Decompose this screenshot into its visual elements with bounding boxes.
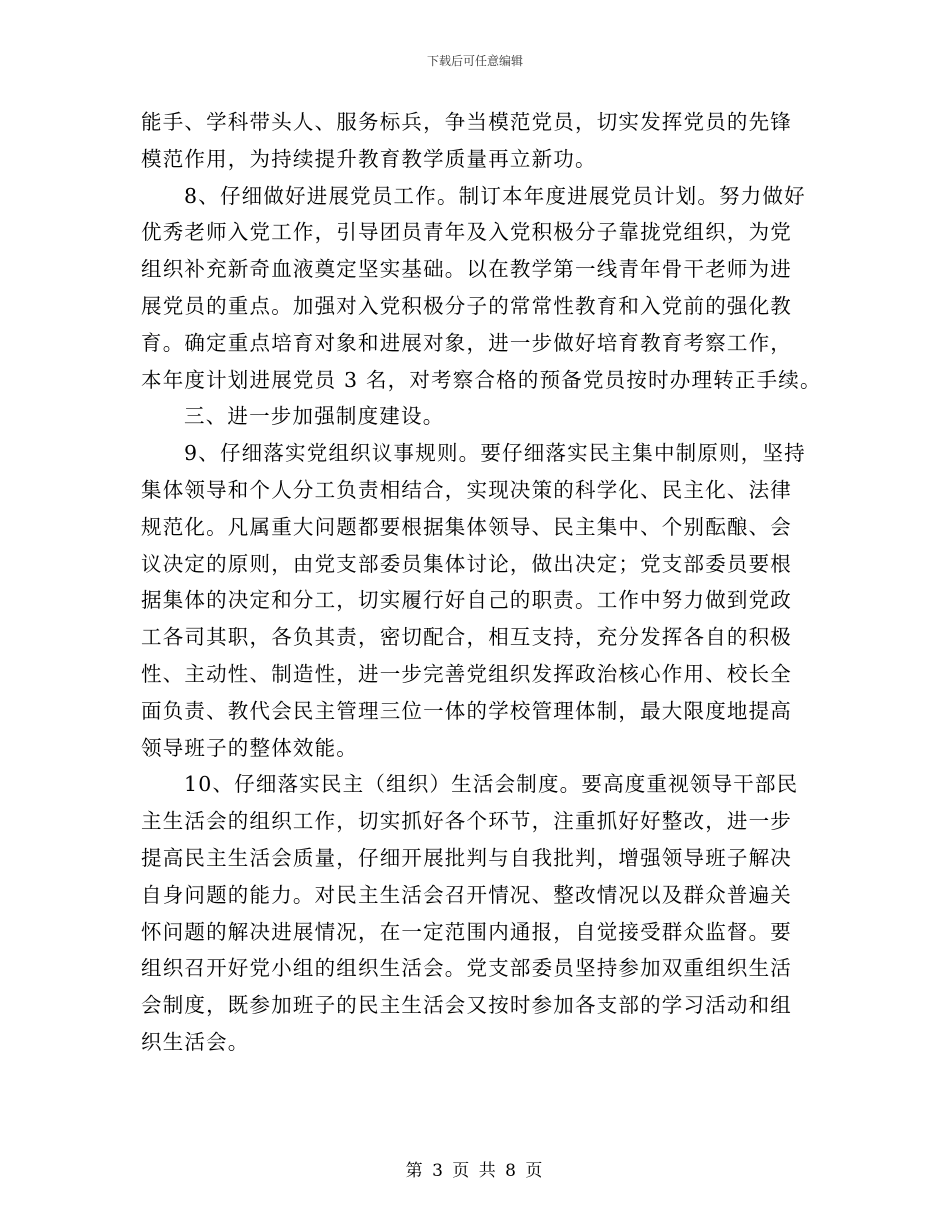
text-line: 自身问题的能力。对民主生活会召开情况、整改情况以及群众普遍关 <box>141 882 792 907</box>
text-line: 性、主动性、制造性，进一步完善党组织发挥政治核心作用、校长全 <box>141 661 792 686</box>
text-line: 议决定的原则，由党支部委员集体讨论，做出决定；党支部委员要根 <box>141 551 792 576</box>
text-line: 工各司其职，各负其责，密切配合，相互支持，充分发挥各自的积极 <box>141 625 792 650</box>
text-line: 优秀老师入党工作，引导团员青年及入党积极分子靠拢党组织，为党 <box>141 220 792 245</box>
paragraph <box>141 104 809 178</box>
text-line: 集体领导和个人分工负责相结合，实现决策的科学化、民主化、法律 <box>141 477 792 502</box>
section-heading <box>141 398 809 435</box>
text-line: 组织召开好党小组的组织生活会。党支部委员坚持参加双重组织生活 <box>141 956 792 981</box>
paragraph <box>141 178 822 399</box>
text-line: 会制度，既参加班子的民主生活会又按时参加各支部的学习活动和组 <box>141 993 792 1018</box>
text-line: 据集体的决定和分工，切实履行好自己的职责。工作中努力做到党政 <box>141 588 792 613</box>
text-line: 9、仔细落实党组织议事规则。要仔细落实民主集中制原则，坚持 <box>184 441 806 466</box>
text-line: 织生活会。 <box>141 1029 250 1054</box>
text-line: 怀问题的解决进展情况，在一定范围内通报，自觉接受群众监督。要 <box>141 919 792 944</box>
document-body <box>141 104 822 1061</box>
text-line: 本年度计划进展党员 3 名，对考察合格的预备党员按时办理转正手续。 <box>141 367 822 392</box>
page-header: 下载后可任意编辑 <box>426 54 523 68</box>
text-line: 组织补充新奇血液奠定坚实基础。以在教学第一线青年骨干老师为进 <box>141 257 792 282</box>
text-line: 8、仔细做好进展党员工作。制订本年度进展党员计划。努力做好 <box>184 183 806 208</box>
text-line: 展党员的重点。加强对入党积极分子的常常性教育和入党前的强化教 <box>141 293 792 318</box>
text-line: 主生活会的组织工作，切实抓好各个环节，注重抓好好整改，进一步 <box>141 809 792 834</box>
text-line: 10、仔细落实民主（组织）生活会制度。要高度重视领导干部民 <box>184 772 799 797</box>
text-line: 模范作用，为持续提升教育教学质量再立新功。 <box>141 146 597 171</box>
text-line: 三、进一步加强制度建设。 <box>184 404 445 429</box>
text-line: 领导班子的整体效能。 <box>141 735 358 760</box>
text-line: 育。确定重点培育对象和进展对象，进一步做好培育教育考察工作， <box>141 330 792 355</box>
text-line: 面负责、教代会民主管理三位一体的学校管理体制，最大限度地提高 <box>141 698 792 723</box>
text-line: 能手、学科带头人、服务标兵，争当模范党员，切实发挥党员的先锋 <box>141 110 792 134</box>
text-line: 规范化。凡属重大问题都要根据集体领导、民主集中、个别酝酿、会 <box>141 514 792 539</box>
text-line: 提高民主生活会质量，仔细开展批判与自我批判，增强领导班子解决 <box>141 845 792 870</box>
paragraph <box>141 435 809 766</box>
paragraph <box>141 766 809 1060</box>
page-number: 第 3 页 共 8 页 <box>405 1161 545 1181</box>
